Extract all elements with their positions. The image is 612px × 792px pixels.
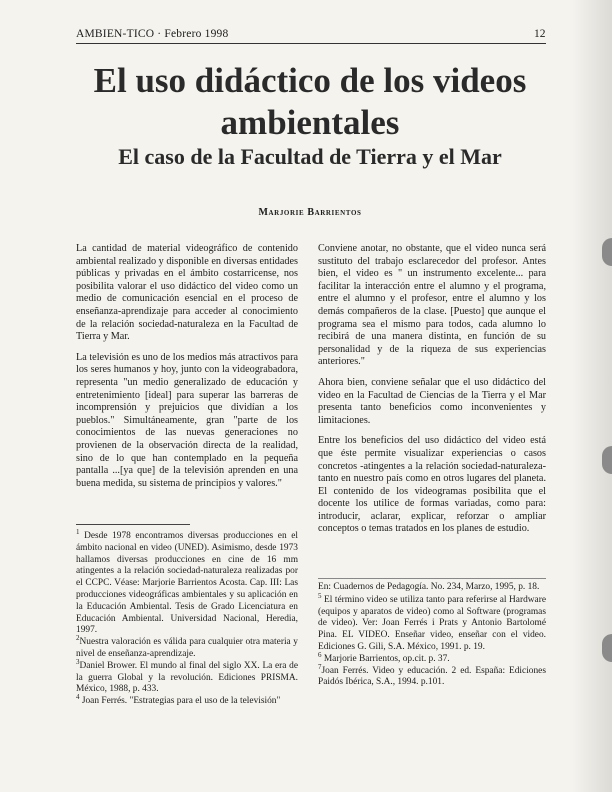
footnote-number: 5 [318,591,322,600]
header-rule [76,43,546,44]
footnote-text: Marjorie Barrientos, op.cit. p. 37. [321,653,450,664]
article-subtitle: El caso de la Facultad de Tierra y el Mar [118,144,502,169]
binder-hole [602,634,612,662]
author-byline: Marjorie Barrientos [258,207,362,218]
footnote-number: 3 [76,657,80,666]
footnote-number: 1 [76,527,80,536]
binder-hole [602,446,612,474]
footnote-number: 7 [318,662,322,671]
paragraph-text: Conviene anotar, no obstante, que el video nunca será sustituto del trabajo esclarecedor del profesor. Antes bien, el video es " un instrumento excelente... para facilitar la interacción entre el alumno y el programa, entre el alumno y el profesor, entre el alumno y los demás compañeros de la clase. [Puesto] que aunque el programa sea el mismo para todos, cada alumno lo recibirá de una manera distinta, en función de su personalidad y de la riqueza de sus experiencias anteriores." [318,243,546,368]
footnote [76,657,298,696]
footnote [318,662,546,690]
footnotes-left [76,527,298,708]
paragraph-text: Entre los beneficios del uso didáctico del video está que éste permite visualizar experiencias o casos concretos -atingentes a la relación sociedad-naturaleza- tanto en nuestro país como en otros lugares del planeta. El contenido de los videogramas posibilita que el docente los utilice de formas variadas, como para: introducir, aclarar, explicar, reforzar o ampliar conceptos o temas tratados en los planes de estudio. [318,435,546,535]
footnote-number: 4 [76,693,80,702]
footnotes-right [318,582,546,689]
page-number: 12 [534,28,546,40]
paragraph [318,435,546,536]
footnote-rule [76,524,190,525]
footnote-number: 2 [76,634,80,643]
footnote-text: Daniel Brower. El mundo al final del siglo XX. La era de la guerra Global y la revolución. Ediciones PRISMA. México, 1988, p. 433. [76,660,298,695]
footnote-text: El término video se utiliza tanto para referirse al Hardware (equipos y aparatos de video) como al Software (programas de video). Ver: Joan Ferrés i Prats y Antonio Bartolomé Pina. EL VIDEO. Enseñar video, enseñar con el video. Ediciones G. Gili, S.A. México, 1991. p. 19. [318,594,546,652]
footnote-text: Joan Ferrés. Video y educación. 2 ed. España: Ediciones Paidós Ibérica, S.A., 1994. p.101. [318,665,546,688]
paragraph-text: La televisión es uno de los medios más atractivos para los seres humanos y hoy, junto con la videograbadora, representa "un medio generalizado de educación y entretenimiento [ideal] para superar las barreras de incomprensión y prejuicios que dividían a los pueblos." Simultáneamente, gran "parte de los conocimientos de las nuevas generaciones no provienen de la observación directa de la realidad, sino de lo que han contemplado en la pequeña pantalla ...[ya que] de la televisión aprenden en una buena medida, su sistema de principios y valores." [76,351,298,489]
footnote [76,693,298,708]
footnote [76,527,298,637]
footnote-text: Nuestra valoración es válida para cualquier otra materia y nivel de enseñanza-aprendizaje. [76,637,298,659]
footnote [318,650,546,666]
footnote-rule [318,578,546,579]
scan-shadow [572,0,612,792]
paragraph [318,377,546,427]
footnote [76,634,298,661]
footnote-number: 6 [318,650,322,659]
footnote-text: Joan Ferrés. "Estrategias para el uso de la televisión" [79,696,281,707]
footnote-continuation: En: Cuadernos de Pedagogía. No. 234, Marzo, 1995, p. 18. [318,582,540,592]
body-column-left [76,243,298,498]
footnote-text: Desde 1978 encontramos diversas producciones en el ámbito nacional en video (UNED). Asimismo, desde 1973 hallamos diversas producciones en cine de 16 mm atingentes a la relación sociedad-naturaleza realizadas por el CCPC. Véase: Marjorie Barrientos Acosta. Cap. III: Las producciones videográficas ambientales y su aplicación en la Educación Ambiental. Tesis de Grado Licenciatura en Educación Ambiental. Universidad Nacional, Heredia, 1997. [76,531,298,636]
paragraph [76,352,298,491]
binder-hole [602,238,612,266]
paragraph [318,243,546,369]
paragraph-text: La cantidad de material videográfico de contenido ambiental realizado y disponible en diversas entidades públicas y privadas en el ámbito costarricense, nos posibilita valorar el uso didáctico del video como un medio de comunicación esencial en el proceso de enseñanza-aprendizaje para acceder al conocimiento de la relación sociedad-naturaleza en la Facultad de Tierra y Mar. [76,243,298,343]
paragraph [76,243,298,344]
article-title: El uso didáctico de los videos ambientales [93,61,527,142]
footnote [318,591,546,654]
body-column-right [318,243,546,544]
running-header: AMBIEN-TICO · Febrero 1998 [76,28,229,40]
paragraph-text: Ahora bien, conviene señalar que el uso didáctico del video en la Facultad de Ciencias de la Tierra y el Mar presenta tanto beneficios como inconvenientes y limitaciones. [318,376,546,426]
